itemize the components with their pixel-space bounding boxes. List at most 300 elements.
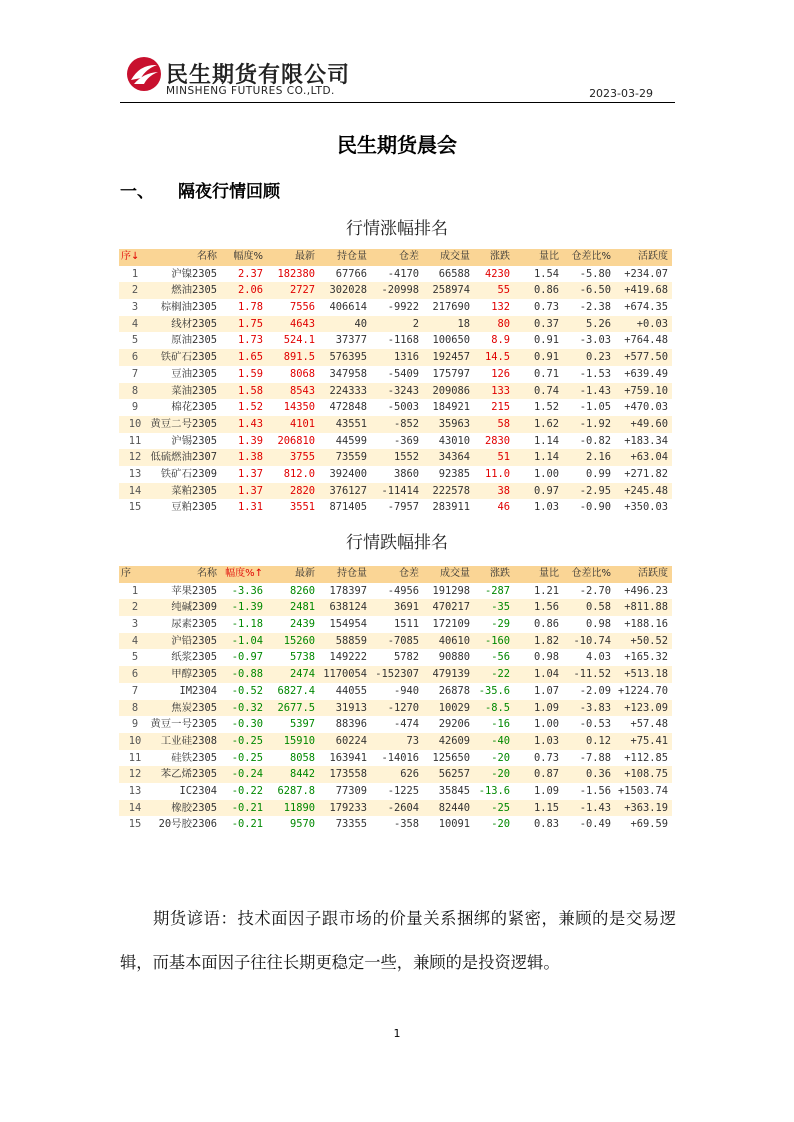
- cell-volume: 217690: [432, 301, 470, 314]
- cell-seq: 1: [131, 267, 139, 280]
- cell-volume: 209086: [432, 384, 470, 397]
- cell-price-change: 58: [497, 417, 510, 430]
- cell-name: 苹果2305: [171, 584, 217, 597]
- cell-activity: +496.23: [624, 584, 668, 597]
- cell-change-pct: 1.31: [237, 501, 263, 514]
- cell-oi-change: 5782: [393, 651, 419, 664]
- table-row[interactable]: [119, 616, 672, 633]
- cell-price-change: -22: [491, 668, 510, 681]
- cell-open-interest: 154954: [329, 618, 367, 631]
- cell-seq: 11: [128, 434, 142, 447]
- cell-last-price: 3551: [289, 501, 315, 514]
- cell-seq: 6: [131, 668, 139, 681]
- table-row[interactable]: [119, 349, 672, 366]
- cell-change-pct: 1.39: [237, 434, 263, 447]
- cell-seq: 2: [131, 601, 139, 614]
- cell-price-change: -25: [491, 801, 510, 814]
- table-row[interactable]: [119, 449, 672, 466]
- table-row[interactable]: [119, 299, 672, 316]
- cell-oi-change: -1168: [387, 334, 419, 347]
- cell-last-price: 3755: [289, 451, 315, 464]
- cell-oi-change: -358: [393, 818, 419, 831]
- table-row[interactable]: [119, 583, 672, 600]
- cell-seq: 13: [128, 467, 142, 480]
- cell-activity: +57.48: [630, 718, 668, 731]
- column-header-seq[interactable]: 序: [121, 568, 131, 579]
- cell-oi-change-ratio: -0.82: [579, 434, 611, 447]
- cell-change-pct: -1.39: [231, 601, 263, 614]
- table-header-row: [119, 566, 672, 583]
- cell-volume: 184921: [432, 401, 470, 414]
- cell-oi-change-ratio: -2.70: [579, 584, 611, 597]
- cell-oi-change: -7957: [387, 501, 419, 514]
- cell-activity: +63.04: [630, 451, 668, 464]
- table-row[interactable]: [119, 416, 672, 433]
- cell-last-price: 206810: [277, 434, 315, 447]
- cell-oi-change-ratio: 2.16: [585, 451, 611, 464]
- table-row[interactable]: [119, 282, 672, 299]
- cell-activity: +112.85: [624, 751, 668, 764]
- cell-volume-ratio: 0.83: [533, 818, 559, 831]
- cell-last-price: 2439: [289, 618, 315, 631]
- cell-change-pct: 1.52: [237, 401, 263, 414]
- cell-price-change: 126: [491, 367, 510, 380]
- cell-open-interest: 37377: [335, 334, 367, 347]
- cell-price-change: -29: [491, 618, 510, 631]
- cell-change-pct: 2.37: [237, 267, 263, 280]
- column-header-oi-change-ratio[interactable]: 仓差比%: [571, 251, 611, 262]
- cell-volume-ratio: 0.86: [533, 284, 559, 297]
- cell-change-pct: 1.73: [237, 334, 263, 347]
- cell-volume: 10029: [438, 701, 470, 714]
- cell-open-interest: 224333: [329, 384, 367, 397]
- table-row[interactable]: [119, 766, 672, 783]
- cell-seq: 4: [131, 634, 139, 647]
- cell-name: 菜油2305: [171, 384, 217, 397]
- cell-volume-ratio: 1.04: [533, 668, 559, 681]
- cell-volume: 470217: [432, 601, 470, 614]
- cell-volume: 42609: [438, 734, 470, 747]
- column-header-activity[interactable]: 活跃度: [638, 251, 668, 262]
- cell-activity: +123.09: [624, 701, 668, 714]
- cell-oi-change-ratio: 0.23: [585, 351, 611, 364]
- cell-change-pct: -0.97: [231, 651, 263, 664]
- cell-last-price: 11890: [283, 801, 315, 814]
- cell-price-change: -20: [491, 751, 510, 764]
- cell-seq: 7: [131, 684, 139, 697]
- cell-activity: +165.32: [624, 651, 668, 664]
- cell-last-price: 182380: [277, 267, 315, 280]
- cell-volume: 34364: [438, 451, 470, 464]
- cell-activity: +108.75: [624, 768, 668, 781]
- cell-price-change: -56: [491, 651, 510, 664]
- cell-name: 沪镍2305: [171, 267, 217, 280]
- table-row[interactable]: [119, 683, 672, 700]
- column-header-oi-change-ratio[interactable]: 仓差比%: [571, 568, 611, 579]
- cell-open-interest: 392400: [329, 467, 367, 480]
- cell-price-change: 14.5: [484, 351, 510, 364]
- table-row[interactable]: [119, 466, 672, 483]
- cell-seq: 3: [131, 301, 139, 314]
- cell-open-interest: 67766: [335, 267, 367, 280]
- losers-table: [119, 566, 672, 833]
- cell-last-price: 2677.5: [277, 701, 315, 714]
- column-header-change-pct[interactable]: 幅度%↑: [225, 568, 263, 579]
- cell-oi-change-ratio: -5.80: [579, 267, 611, 280]
- cell-activity: +1503.74: [617, 784, 668, 797]
- cell-volume-ratio: 1.09: [533, 784, 559, 797]
- cell-volume: 175797: [432, 367, 470, 380]
- cell-activity: +49.60: [630, 417, 668, 430]
- cell-name: 20号胶2306: [158, 818, 217, 831]
- column-header-change-pct[interactable]: 幅度%: [233, 251, 263, 262]
- cell-change-pct: -0.88: [231, 668, 263, 681]
- cell-volume-ratio: 1.14: [533, 451, 559, 464]
- cell-open-interest: 44599: [335, 434, 367, 447]
- table-row[interactable]: [119, 433, 672, 450]
- cell-price-change: 38: [497, 484, 510, 497]
- cell-volume: 26878: [438, 684, 470, 697]
- cell-oi-change: -11414: [381, 484, 419, 497]
- column-header-open-interest[interactable]: 持仓量: [337, 568, 367, 579]
- cell-price-change: 80: [497, 317, 510, 330]
- cell-oi-change-ratio: -0.90: [579, 501, 611, 514]
- cell-open-interest: 179233: [329, 801, 367, 814]
- cell-oi-change-ratio: 0.36: [585, 768, 611, 781]
- table-row[interactable]: [119, 383, 672, 400]
- cell-name: 棕榈油2305: [160, 301, 217, 314]
- cell-oi-change-ratio: -1.53: [579, 367, 611, 380]
- cell-volume: 258974: [432, 284, 470, 297]
- cell-activity: +811.88: [624, 601, 668, 614]
- cell-last-price: 5738: [289, 651, 315, 664]
- column-header-last-price[interactable]: 最新: [295, 251, 315, 262]
- cell-change-pct: -0.25: [231, 734, 263, 747]
- page-number: 1: [393, 1027, 401, 1040]
- table-row[interactable]: [119, 816, 672, 833]
- cell-seq: 5: [131, 651, 139, 664]
- minsheng-logo-icon: [126, 56, 162, 92]
- cell-oi-change-ratio: -1.43: [579, 384, 611, 397]
- cell-name: 工业硅2308: [160, 734, 217, 747]
- column-header-open-interest[interactable]: 持仓量: [337, 251, 367, 262]
- table-row[interactable]: [119, 750, 672, 767]
- cell-name: IC2304: [179, 784, 217, 797]
- cell-seq: 13: [128, 784, 142, 797]
- cell-change-pct: 1.37: [237, 484, 263, 497]
- cell-oi-change: -1225: [387, 784, 419, 797]
- cell-change-pct: 2.06: [237, 284, 263, 297]
- cell-name: 铁矿石2305: [160, 351, 217, 364]
- cell-activity: +513.18: [624, 668, 668, 681]
- cell-oi-change: 3691: [393, 601, 419, 614]
- table-row[interactable]: [119, 483, 672, 500]
- column-header-volume-ratio[interactable]: 量比: [539, 251, 559, 262]
- cell-activity: +363.19: [624, 801, 668, 814]
- table-row[interactable]: [119, 399, 672, 416]
- cell-name: 焦炭2305: [171, 701, 217, 714]
- cell-name: 苯乙烯2305: [160, 768, 217, 781]
- cell-price-change: -35.6: [478, 684, 510, 697]
- cell-last-price: 8260: [289, 584, 315, 597]
- cell-volume-ratio: 1.62: [533, 417, 559, 430]
- cell-oi-change-ratio: -0.49: [579, 818, 611, 831]
- futures-proverb: 期货谚语：技术面因子跟市场的价量关系捆绑的紧密，兼顾的是交易逻辑，而基本面因子往往长期更稳定一些，兼顾的是投资逻辑。: [120, 909, 676, 972]
- cell-oi-change: 2: [412, 317, 419, 330]
- cell-price-change: 55: [497, 284, 510, 297]
- cell-seq: 10: [128, 734, 142, 747]
- cell-oi-change: -9922: [387, 301, 419, 314]
- cell-volume-ratio: 0.74: [533, 384, 559, 397]
- cell-volume: 92385: [438, 467, 470, 480]
- page-header: [120, 52, 675, 103]
- cell-oi-change-ratio: -3.83: [579, 701, 611, 714]
- table-row[interactable]: [119, 633, 672, 650]
- cell-activity: +0.03: [636, 317, 668, 330]
- cell-open-interest: 1170054: [323, 668, 367, 681]
- cell-last-price: 8543: [289, 384, 315, 397]
- cell-oi-change: -14016: [381, 751, 419, 764]
- cell-open-interest: 173558: [329, 768, 367, 781]
- column-header-price-change[interactable]: 涨跌: [490, 568, 510, 579]
- cell-volume-ratio: 0.87: [533, 768, 559, 781]
- table-row[interactable]: [119, 700, 672, 717]
- column-header-volume[interactable]: 成交量: [440, 251, 470, 262]
- cell-oi-change: -4956: [387, 584, 419, 597]
- section-number: 一、: [120, 182, 154, 202]
- table-row[interactable]: [119, 366, 672, 383]
- cell-last-price: 4643: [289, 317, 315, 330]
- cell-activity: +234.07: [624, 267, 668, 280]
- column-header-oi-change[interactable]: 仓差: [399, 568, 419, 579]
- cell-price-change: -287: [484, 584, 510, 597]
- column-header-seq[interactable]: 序↓: [121, 251, 140, 262]
- cell-volume: 192457: [432, 351, 470, 364]
- document-title: 民生期货晨会: [337, 133, 457, 157]
- cell-change-pct: 1.65: [237, 351, 263, 364]
- cell-activity: +271.82: [624, 467, 668, 480]
- table-row[interactable]: [119, 332, 672, 349]
- cell-volume-ratio: 1.00: [533, 718, 559, 731]
- cell-volume-ratio: 1.09: [533, 701, 559, 714]
- cell-open-interest: 77309: [335, 784, 367, 797]
- cell-volume: 10091: [438, 818, 470, 831]
- cell-price-change: 8.9: [491, 334, 510, 347]
- section-heading: [120, 177, 280, 202]
- cell-seq: 14: [128, 484, 142, 497]
- cell-activity: +470.03: [624, 401, 668, 414]
- cell-seq: 8: [131, 384, 139, 397]
- cell-oi-change: -20998: [381, 284, 419, 297]
- cell-volume-ratio: 1.07: [533, 684, 559, 697]
- cell-change-pct: -0.52: [231, 684, 263, 697]
- cell-open-interest: 88396: [335, 718, 367, 731]
- cell-name: 沪铅2305: [171, 634, 217, 647]
- cell-change-pct: -1.04: [231, 634, 263, 647]
- cell-activity: +759.10: [624, 384, 668, 397]
- cell-change-pct: -0.22: [231, 784, 263, 797]
- cell-price-change: -13.6: [478, 784, 510, 797]
- cell-volume: 35963: [438, 417, 470, 430]
- table-row[interactable]: [119, 783, 672, 800]
- cell-change-pct: 1.78: [237, 301, 263, 314]
- column-header-name[interactable]: 名称: [197, 251, 217, 262]
- cell-price-change: 46: [497, 501, 510, 514]
- cell-volume-ratio: 1.03: [533, 501, 559, 514]
- gainers-table: [119, 249, 672, 516]
- cell-oi-change: -5003: [387, 401, 419, 414]
- cell-seq: 3: [131, 618, 139, 631]
- cell-open-interest: 302028: [329, 284, 367, 297]
- table-row[interactable]: [119, 666, 672, 683]
- cell-volume: 125650: [432, 751, 470, 764]
- cell-seq: 14: [128, 801, 142, 814]
- column-header-activity[interactable]: 活跃度: [638, 568, 668, 579]
- cell-oi-change-ratio: 4.03: [585, 651, 611, 664]
- cell-open-interest: 376127: [329, 484, 367, 497]
- cell-price-change: 11.0: [484, 467, 510, 480]
- cell-last-price: 2474: [289, 668, 315, 681]
- cell-oi-change-ratio: 0.98: [585, 618, 611, 631]
- cell-last-price: 812.0: [283, 467, 315, 480]
- column-header-name[interactable]: 名称: [197, 568, 217, 579]
- cell-volume-ratio: 0.97: [533, 484, 559, 497]
- cell-last-price: 2727: [289, 284, 315, 297]
- cell-oi-change: 3860: [393, 467, 419, 480]
- cell-oi-change-ratio: 0.99: [585, 467, 611, 480]
- cell-last-price: 9570: [289, 818, 315, 831]
- cell-change-pct: 1.75: [237, 317, 263, 330]
- cell-open-interest: 60224: [335, 734, 367, 747]
- cell-name: 纯碱2309: [171, 601, 217, 614]
- cell-seq: 5: [131, 334, 139, 347]
- cell-seq: 12: [128, 768, 142, 781]
- cell-change-pct: -1.18: [231, 618, 263, 631]
- cell-price-change: 133: [491, 384, 510, 397]
- cell-seq: 9: [131, 401, 139, 414]
- cell-oi-change-ratio: -7.88: [579, 751, 611, 764]
- cell-activity: +69.59: [630, 818, 668, 831]
- cell-volume-ratio: 1.21: [533, 584, 559, 597]
- cell-activity: +419.68: [624, 284, 668, 297]
- column-header-volume-ratio[interactable]: 量比: [539, 568, 559, 579]
- cell-oi-change: -852: [393, 417, 419, 430]
- cell-oi-change: -152307: [375, 668, 419, 681]
- table-row[interactable]: [119, 716, 672, 733]
- cell-name: 硅铁2305: [171, 751, 217, 764]
- table-row[interactable]: [119, 316, 672, 333]
- cell-last-price: 6827.4: [277, 684, 315, 697]
- cell-change-pct: -0.25: [231, 751, 263, 764]
- cell-volume-ratio: 1.54: [533, 267, 559, 280]
- cell-change-pct: -3.36: [231, 584, 263, 597]
- cell-name: 尿素2305: [171, 618, 217, 631]
- cell-volume: 18: [457, 317, 470, 330]
- cell-last-price: 8442: [289, 768, 315, 781]
- column-header-price-change[interactable]: 涨跌: [490, 251, 510, 262]
- cell-volume: 56257: [438, 768, 470, 781]
- cell-open-interest: 149222: [329, 651, 367, 664]
- table-row[interactable]: [119, 649, 672, 666]
- cell-name: 甲醇2305: [171, 668, 217, 681]
- cell-volume-ratio: 0.86: [533, 618, 559, 631]
- cell-last-price: 8068: [289, 367, 315, 380]
- table-row[interactable]: [119, 499, 672, 516]
- cell-name: 豆粕2305: [171, 501, 217, 514]
- cell-volume-ratio: 1.03: [533, 734, 559, 747]
- cell-price-change: -160: [484, 634, 510, 647]
- cell-name: 沪锡2305: [171, 434, 217, 447]
- table-row[interactable]: [119, 599, 672, 616]
- cell-price-change: 215: [491, 401, 510, 414]
- cell-price-change: -8.5: [484, 701, 510, 714]
- report-date: 2023-03-29: [589, 87, 653, 100]
- cell-change-pct: 1.59: [237, 367, 263, 380]
- cell-name: 黄豆二号2305: [150, 417, 217, 430]
- cell-open-interest: 406614: [329, 301, 367, 314]
- cell-volume: 479139: [432, 668, 470, 681]
- cell-oi-change-ratio: -1.05: [579, 401, 611, 414]
- cell-name: 铁矿石2309: [160, 467, 217, 480]
- cell-volume-ratio: 0.98: [533, 651, 559, 664]
- cell-oi-change-ratio: -10.74: [573, 634, 611, 647]
- column-header-oi-change[interactable]: 仓差: [399, 251, 419, 262]
- cell-open-interest: 178397: [329, 584, 367, 597]
- cell-last-price: 15910: [283, 734, 315, 747]
- table-row[interactable]: [119, 266, 672, 283]
- cell-price-change: -20: [491, 818, 510, 831]
- brand-english-name: MINSHENG FUTURES CO.,LTD.: [166, 85, 335, 97]
- cell-activity: +188.16: [624, 618, 668, 631]
- cell-volume-ratio: 0.73: [533, 751, 559, 764]
- cell-volume: 29206: [438, 718, 470, 731]
- cell-price-change: -35: [491, 601, 510, 614]
- cell-activity: +183.34: [624, 434, 668, 447]
- cell-volume: 283911: [432, 501, 470, 514]
- cell-activity: +75.41: [630, 734, 668, 747]
- cell-volume: 172109: [432, 618, 470, 631]
- cell-volume: 40610: [438, 634, 470, 647]
- cell-name: 原油2305: [171, 334, 217, 347]
- cell-oi-change: -2604: [387, 801, 419, 814]
- cell-volume: 66588: [438, 267, 470, 280]
- cell-oi-change-ratio: -3.03: [579, 334, 611, 347]
- cell-seq: 9: [131, 718, 139, 731]
- cell-last-price: 15260: [283, 634, 315, 647]
- cell-oi-change: -4170: [387, 267, 419, 280]
- cell-activity: +1224.70: [617, 684, 668, 697]
- cell-volume-ratio: 0.71: [533, 367, 559, 380]
- gainers-table-title: 行情涨幅排名: [346, 219, 448, 239]
- cell-name: 线材2305: [171, 317, 217, 330]
- cell-seq: 10: [128, 417, 142, 430]
- column-header-volume[interactable]: 成交量: [440, 568, 470, 579]
- cell-name: 棉花2305: [171, 401, 217, 414]
- cell-activity: +50.52: [630, 634, 668, 647]
- cell-oi-change-ratio: 0.58: [585, 601, 611, 614]
- cell-price-change: 2830: [484, 434, 510, 447]
- column-header-last-price[interactable]: 最新: [295, 568, 315, 579]
- cell-seq: 1: [131, 584, 139, 597]
- cell-volume-ratio: 1.82: [533, 634, 559, 647]
- cell-volume: 43010: [438, 434, 470, 447]
- cell-volume-ratio: 1.52: [533, 401, 559, 414]
- cell-oi-change: 1511: [393, 618, 419, 631]
- table-row[interactable]: [119, 733, 672, 750]
- cell-oi-change: -474: [393, 718, 419, 731]
- cell-price-change: -40: [491, 734, 510, 747]
- table-row[interactable]: [119, 800, 672, 817]
